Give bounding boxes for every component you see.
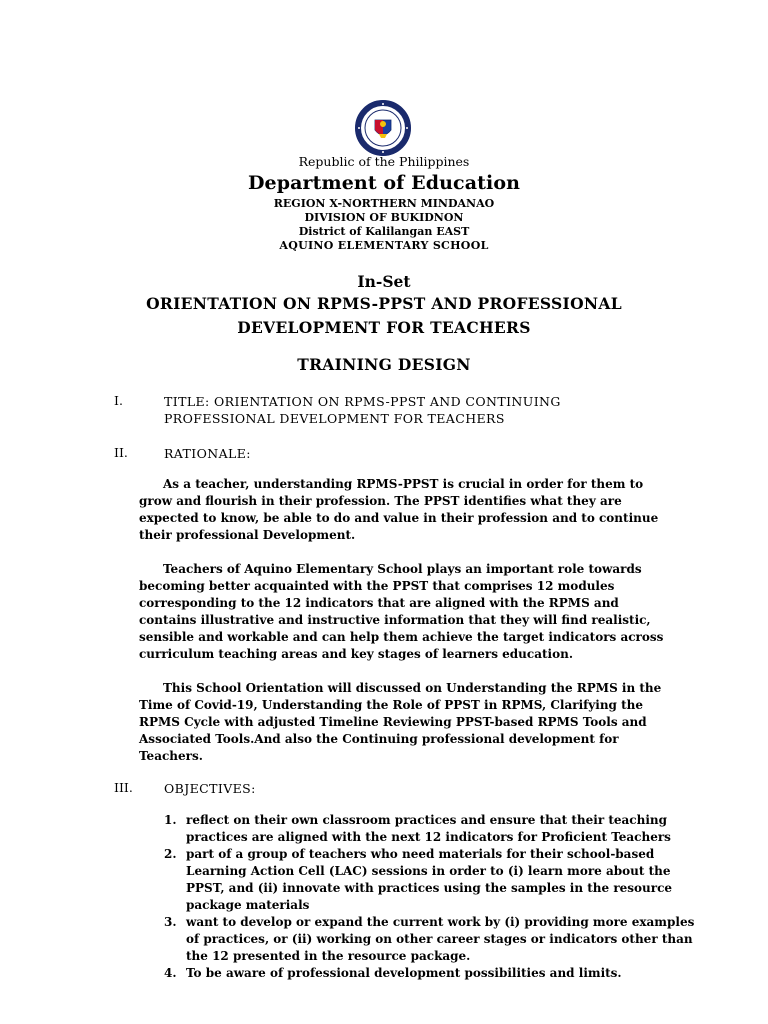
school-line: AQUINO ELEMENTARY SCHOOL	[279, 239, 489, 252]
district-line: District of Kalilangan EAST	[298, 225, 470, 238]
section-objectives-number: III.	[114, 780, 133, 795]
section-title-line2: PROFESSIONAL DEVELOPMENT FOR TEACHERS	[164, 411, 505, 426]
objective-text: reflect on their own classroom practices and ensure that their teaching practices are aligned with the next 12 indicators for Proficient Teachers	[186, 813, 671, 844]
rationale-paragraph-3-text: This School Orientation will discussed on Understanding the RPMS in the Time of Covid-19, Understanding the Role of PPST in RPMS, Clarifying the RPMS Cycle with adjusted Timeline Reviewing PPST-based RPMS Tools and Associated Tools.And also the Continuing professional development for Teachers.	[139, 681, 662, 763]
objective-number: 3.	[164, 915, 177, 929]
section-objectives-heading: OBJECTIVES:	[164, 781, 256, 796]
objective-number: 4.	[164, 966, 177, 980]
objective-number: 2.	[164, 847, 177, 861]
section-title-line1: TITLE: ORIENTATION ON RPMS-PPST AND CONTINUING	[164, 394, 561, 409]
rationale-paragraph-1	[139, 476, 679, 544]
deped-seal-icon	[355, 100, 411, 156]
objective-text: To be aware of professional development possibilities and limits.	[186, 966, 622, 980]
objective-item	[164, 914, 704, 965]
republic-line: Republic of the Philippines	[298, 154, 470, 169]
objective-item	[164, 812, 704, 846]
rationale-paragraph-1-text: As a teacher, understanding RPMS-PPST is crucial in order for them to grow and flourish in their profession. The PPST identifies what they are expected to know, be able to do and value in their profession and to continue their professional Development.	[139, 477, 659, 542]
rationale-paragraph-2-text: Teachers of Aquino Elementary School plays an important role towards becoming better acquainted with the PPST that comprises 12 modules corresponding to the 12 indicators that are aligned with the RPMS and contains illustrative and instructive information that they will find realistic, sensible and workable and can help them achieve the target indicators across curriculum teaching areas and key stages of learners education.	[139, 562, 664, 661]
objective-number: 1.	[164, 813, 177, 827]
orientation-title	[0, 292, 768, 340]
training-design-heading: TRAINING DESIGN	[297, 355, 471, 374]
section-title-number: I.	[114, 393, 123, 408]
department-title: Department of Education	[247, 172, 521, 194]
section-rationale-number: II.	[114, 445, 128, 460]
rationale-paragraph-2	[139, 561, 679, 663]
division-line: DIVISION OF BUKIDNON	[304, 211, 464, 224]
in-set-title: In-Set	[357, 272, 411, 291]
section-rationale-heading: RATIONALE:	[164, 446, 251, 461]
orientation-title-line1: ORIENTATION ON RPMS-PPST AND PROFESSIONAL	[146, 294, 622, 313]
objective-text: want to develop or expand the current work by (i) providing more examples of practices, or (ii) working on other career stages or indicators other than the 12 presented in the resource package.	[186, 915, 695, 963]
objective-text: part of a group of teachers who need materials for their school-based Learning Action Cell (LAC) sessions in order to (i) learn more about the PPST, and (ii) innovate with practices using the samples in the resource package materials	[186, 847, 673, 912]
orientation-title-line2: DEVELOPMENT FOR TEACHERS	[237, 318, 531, 337]
rationale-paragraph-3	[139, 680, 679, 765]
objective-item	[164, 965, 704, 982]
objectives-list	[164, 812, 704, 982]
region-line: REGION X-NORTHERN MINDANAO	[273, 197, 495, 210]
section-title-text	[164, 393, 561, 427]
objective-item	[164, 846, 704, 914]
